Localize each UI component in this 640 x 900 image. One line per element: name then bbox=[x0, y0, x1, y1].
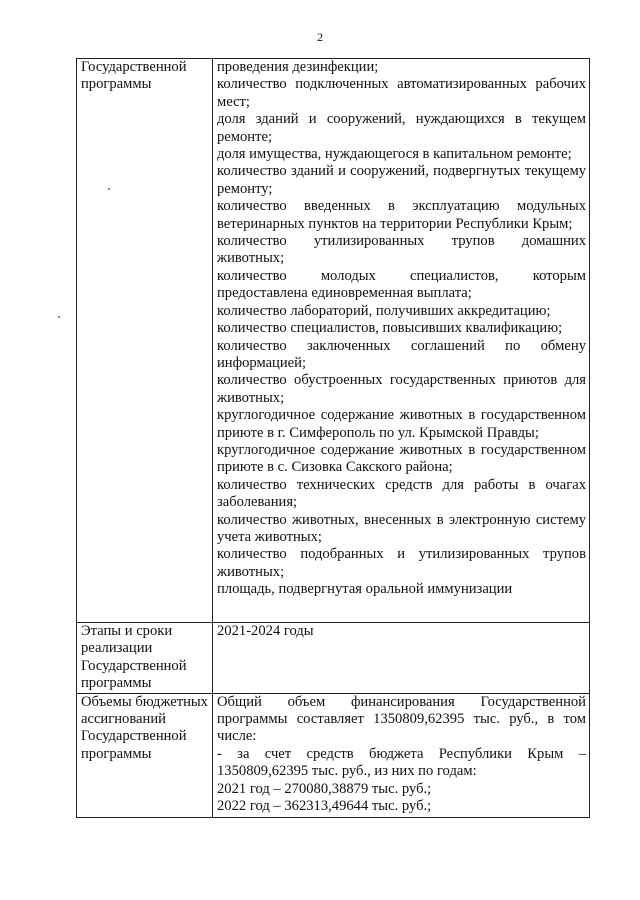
list-item: - за счет средств бюджета Республики Крым – 1350809,62395 тыс. руб., из них по годам: bbox=[217, 745, 586, 780]
list-item: проведения дезинфекции; bbox=[217, 59, 379, 75]
list-item: количество лабораторий, получивших аккредитацию; bbox=[217, 302, 551, 319]
row-content bbox=[213, 623, 590, 694]
list-item: доля зданий и сооружений, нуждающихся в текущем ремонте; bbox=[217, 111, 586, 145]
list-item: количество утилизированных трупов домашних животных; bbox=[217, 233, 586, 267]
list-item: количество введенных в эксплуатацию модульных ветеринарных пунктов на территории Республики Крым; bbox=[217, 198, 586, 232]
table-row bbox=[77, 693, 590, 817]
list-item: круглогодичное содержание животных в государственном приюте в с. Сизовка Сакского района; bbox=[217, 441, 586, 476]
scan-speck bbox=[58, 316, 60, 318]
list-item: количество животных, внесенных в электронную систему учета животных; bbox=[217, 511, 586, 545]
row-label: Этапы и сроки реализации Государственной программы bbox=[77, 623, 213, 694]
list-item: количество молодых специалистов, которым предоставлена единовременная выплата; bbox=[217, 267, 586, 302]
list-item: количество специалистов, повысивших квалификацию; bbox=[217, 320, 563, 337]
row-label: Государственной программы bbox=[77, 59, 213, 623]
row-content bbox=[213, 693, 590, 817]
list-item: количество заключенных соглашений по обмену информацией; bbox=[217, 337, 586, 371]
list-item: 2022 год – 362313,49644 тыс. руб.; bbox=[217, 798, 432, 815]
list-item: 2021-2024 годы bbox=[217, 623, 314, 639]
list-item: 2021 год – 270080,38879 тыс. руб.; bbox=[217, 780, 432, 797]
list-item: круглогодичное содержание животных в государственном приюте в г. Симферополь по ул. Крымской Правды; bbox=[217, 407, 586, 441]
table-row bbox=[77, 59, 590, 623]
passport-table bbox=[76, 58, 590, 818]
list-item: количество подключенных автоматизированных рабочих мест; bbox=[217, 76, 586, 110]
list-item: количество технических средств для работы в очагах заболевания; bbox=[217, 476, 586, 511]
list-item: площадь, подвергнутая оральной иммунизации bbox=[217, 581, 513, 598]
row-label: Объемы бюджетных ассигнований Государственной программы bbox=[77, 693, 213, 817]
list-item: количество подобранных и утилизированных трупов животных; bbox=[217, 546, 586, 580]
list-item: доля имущества, нуждающегося в капитальном ремонте; bbox=[217, 146, 572, 163]
list-item: количество обустроенных государственных приютов для животных; bbox=[217, 372, 586, 406]
table-row bbox=[77, 623, 590, 694]
list-item: количество зданий и сооружений, подвергнутых текущему ремонту; bbox=[217, 163, 586, 197]
list-item: Общий объем финансирования Государственной программы составляет 1350809,62395 тыс. руб., в том числе: bbox=[217, 693, 586, 745]
row-content bbox=[213, 59, 590, 623]
page-number: 2 bbox=[317, 30, 323, 44]
